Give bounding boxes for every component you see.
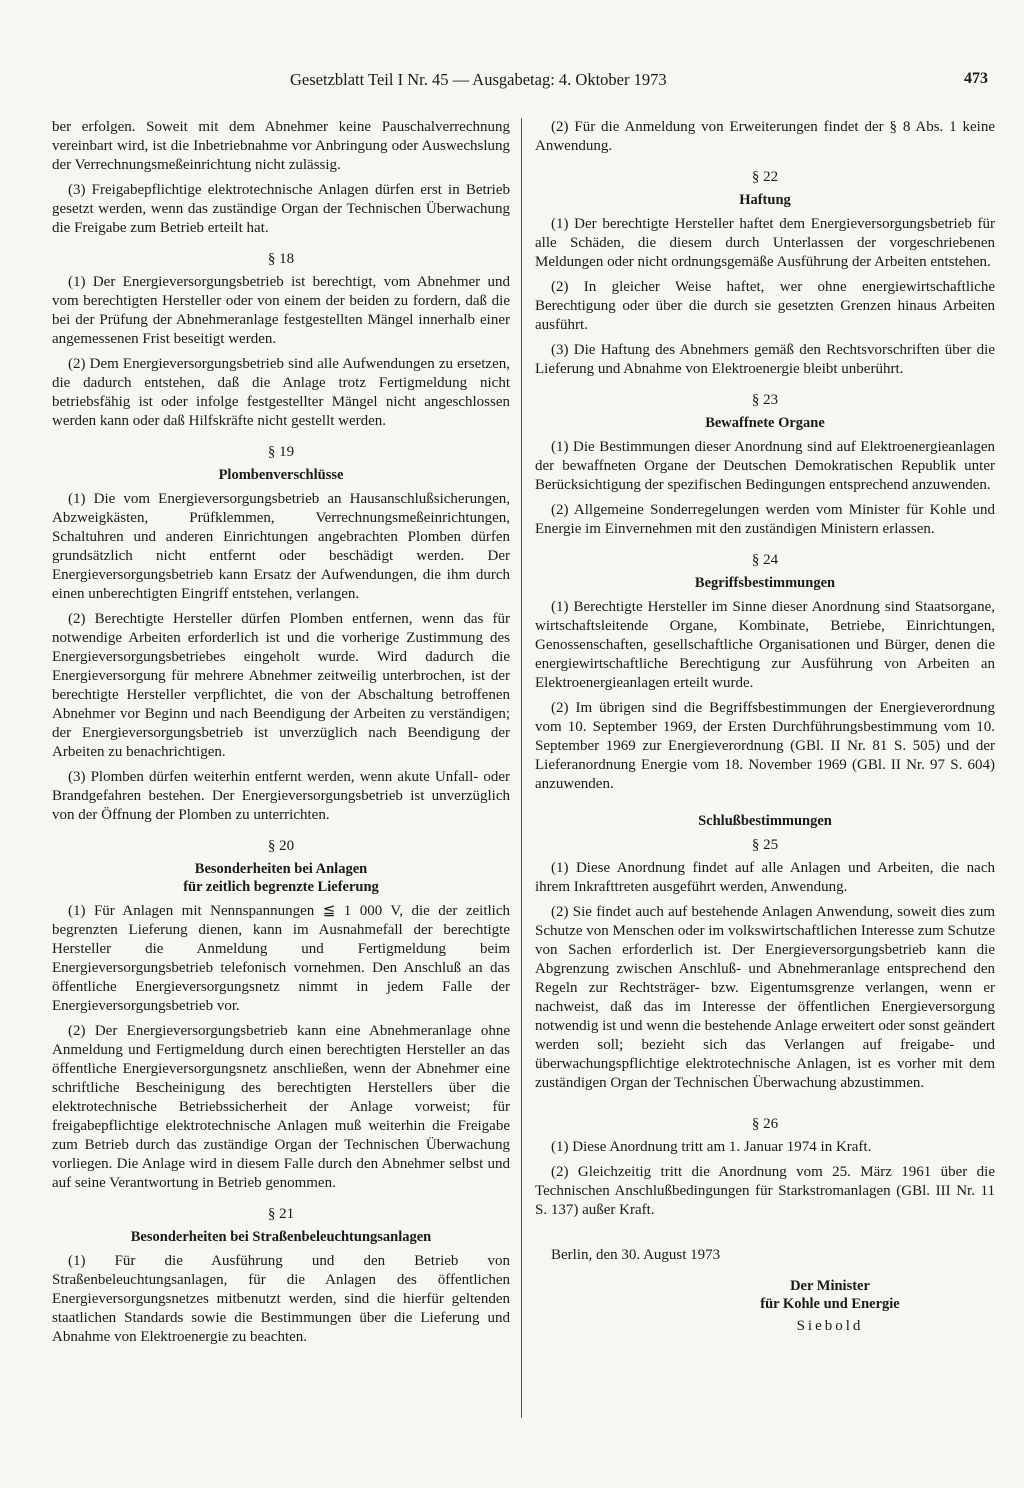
paragraph: (2) Sie findet auch auf bestehende Anlagen Anwendung, soweit dies zum Schutze von Menschen oder im volkswirtschaftlichen Interesse zum Schutze von Sachen erforderlich ist. Der Energieversorgungsbetrieb kann die Abgrenzung zwischen Anschluß- und Abnehmeranlage entsprechend den Regeln zur Rechtsträger- bzw. Eigentumsgrenze verlangen, wenn er nachweist, daß das im Interesse der öffentlichen Energieversorgung notwendig ist und wenn die bestehende Anlage erweitert oder sonst geändert werden soll; bezieht sich das Verlangen auf freigabe- und überwachungspflichtige elektrotechnische Anlagen, ist es vorher mit dem zuständigen Organ der Technischen Überwachung abzustimmen. — [535, 904, 995, 1091]
section-number: § 24 — [751, 552, 779, 568]
page-number: 473 — [964, 70, 988, 87]
section-number: § 23 — [751, 392, 779, 408]
section-title: Begriffsbestimmungen — [694, 575, 836, 591]
section-title: Schlußbestimmungen — [698, 813, 832, 829]
column-divider — [521, 118, 522, 1418]
section-title: Bewaffnete Organe — [705, 415, 825, 431]
paragraph: (1) Die Bestimmungen dieser Anordnung sind auf Elektroenergieanlagen der bewaffneten Organe der Deutschen Demokratischen Republik unter Berücksichtigung der spezifischen Bedingungen entsprechend anzuwenden. — [535, 439, 995, 493]
paragraph: (2) Gleichzeitig tritt die Anordnung vom 25. März 1961 über die Technischen Anschlußbedingungen für Starkstromanlagen (GBl. III Nr. 11 S. 137) außer Kraft. — [535, 1164, 995, 1218]
header-title: Gesetzblatt Teil I Nr. 45 — Ausgabetag: 4. Oktober 1973 — [290, 70, 667, 89]
section-number: § 21 — [267, 1206, 295, 1222]
place-date: Berlin, den 30. August 1973 — [551, 1247, 721, 1263]
section-title: Besonderheiten bei Straßenbeleuchtungsanlagen — [130, 1229, 432, 1245]
paragraph: (2) Allgemeine Sonderregelungen werden vom Minister für Kohle und Energie im Einvernehmen mit den zuständigen Ministern erlassen. — [535, 502, 995, 537]
section-number: § 26 — [751, 1116, 779, 1132]
signature-block — [665, 1277, 995, 1336]
section-number: § 22 — [751, 169, 779, 185]
section-title — [52, 860, 510, 896]
paragraph: (3) Die Haftung des Abnehmers gemäß den Rechtsvorschriften über die Lieferung und Abnahme von Elektroenergie bleibt unberührt. — [535, 342, 995, 377]
paragraph: (3) Plomben dürfen weiterhin entfernt werden, wenn akute Unfall- oder Brandgefahren bestehen. Der Energieversorgungsbetrieb ist unverzüglich von der Öffnung der Plomben zu unterrichten. — [52, 769, 510, 823]
signatory-title: für Kohle und Energie — [760, 1296, 900, 1312]
right-column — [535, 118, 995, 1336]
section-title-line: Besonderheiten bei Anlagen — [194, 861, 368, 877]
paragraph: (1) Für die Ausführung und den Betrieb von Straßenbeleuchtungsanlagen, für die Anlagen des öffentlichen Energieversorgungsnetzes mitbenutzt werden, sind die hierfür geltenden staatlichen Standards sowie die Bestimmungen über die Lieferung und Abnahme von Elektroenergie zu beachten. — [52, 1253, 510, 1345]
paragraph: (3) Freigabepflichtige elektrotechnische Anlagen dürfen erst in Betrieb gesetzt werden, wenn das zuständige Organ der Technischen Überwachung die Freigabe zum Betrieb erteilt hat. — [52, 182, 510, 236]
paragraph: (1) Diese Anordnung findet auf alle Anlagen und Arbeiten, die nach ihrem Inkrafttreten ausgeführt werden, Anwendung. — [535, 860, 995, 895]
paragraph: (1) Berechtigte Hersteller im Sinne dieser Anordnung sind Staatsorgane, wirtschaftsleitende Organe, Kombinate, Betriebe, Einrichtungen, Genossenschaften, gesellschaftliche Organisationen und Bürger, denen die energiewirtschaftliche Berechtigung zur Ausführung von Arbeiten an Elektroenergieanlagen erteilt wurde. — [535, 599, 995, 691]
paragraph: (2) Im übrigen sind die Begriffsbestimmungen der Energieverordnung vom 10. September 1969, der Ersten Durchführungsbestimmung vom 10. September 1969 zur Energieverordnung (GBl. II Nr. 81 S. 505) und der Lieferanordnung Energie vom 18. November 1969 (GBl. II Nr. 97 S. 604) anzuwenden. — [535, 700, 995, 792]
paragraph: (1) Der Energieversorgungsbetrieb ist berechtigt, vom Abnehmer und vom berechtigten Hersteller oder von einem der beiden zu fordern, daß die bei der Prüfung der Abnehmeranlage festgestellten Mängel innerhalb einer angemessenen Frist beseitigt werden. — [52, 274, 510, 347]
page-header — [52, 70, 992, 96]
paragraph: (2) Für die Anmeldung von Erweiterungen findet der § 8 Abs. 1 keine Anwendung. — [535, 119, 995, 154]
section-title: Haftung — [739, 192, 791, 208]
paragraph: (1) Diese Anordnung tritt am 1. Januar 1974 in Kraft. — [551, 1139, 872, 1155]
left-column — [52, 118, 510, 1353]
paragraph: ber erfolgen. Soweit mit dem Abnehmer keine Pauschalverrechnung vereinbart wird, ist die Inbetriebnahme vor Anbringung oder Auswechslung der Verrechnungsmeßeinrichtung nicht zulässig. — [52, 119, 510, 173]
signatory-title: Der Minister — [790, 1278, 870, 1294]
section-number: § 18 — [267, 251, 295, 267]
section-number: § 20 — [267, 838, 295, 854]
paragraph: (2) Berechtigte Hersteller dürfen Plomben entfernen, wenn das für notwendige Arbeiten erforderlich ist und die vorherige Zustimmung des Energieversorgungsbetriebes eingeholt wurde. Wird dadurch die Energieversorgung für mehrere Abnehmer zeitweilig unterbrochen, ist der berechtigte Hersteller verpflichtet, die von der Abschaltung betroffenen Abnehmer vor Beginn und nach Beendigung der Arbeiten zu verständigen; der Energieversorgungsbetrieb ist unverzüglich nach Beendigung der Arbeiten zu benachrichtigen. — [52, 611, 510, 760]
section-number: § 25 — [751, 837, 779, 853]
paragraph: (2) In gleicher Weise haftet, wer ohne energiewirtschaftliche Berechtigung oder über die durch sie gesetzten Grenzen hinaus Arbeiten ausführt. — [535, 279, 995, 333]
paragraph: (2) Der Energieversorgungsbetrieb kann eine Abnehmeranlage ohne Anmeldung und Fertigmeldung durch einen berechtigten Hersteller an das öffentliche Energieversorgungsnetz anschließen, wenn der Abnehmer eine schriftliche Bescheinigung des berechtigten Herstellers über die elektrotechnische Betriebssicherheit der Anlage vorweist; für freigabepflichtige elektrotechnische Anlagen muß weiterhin die Freigabe zum Betrieb durch das zuständige Organ der Technischen Überwachung vorliegen. Die Anlage wird in diesem Falle durch den Abnehmer selbst und auf seine Verantwortung in Betrieb genommen. — [52, 1023, 510, 1191]
paragraph: (2) Dem Energieversorgungsbetrieb sind alle Aufwendungen zu ersetzen, die dadurch entstehen, daß die Anlage trotz Fertigmeldung nicht betriebsfähig ist oder infolge festgestellter Mängel nicht angeschlossen werden kann oder daß Hilfskräfte nicht gestellt werden. — [52, 356, 510, 429]
section-number: § 19 — [267, 444, 295, 460]
section-title: Plombenverschlüsse — [218, 467, 344, 483]
paragraph: (1) Der berechtigte Hersteller haftet dem Energieversorgungsbetrieb für alle Schäden, die diesem durch Unterlassen der vorgeschriebenen Meldungen oder nicht ordnungsgemäße Ausführung der Arbeiten entstehen. — [535, 216, 995, 270]
signatory-name: Siebold — [796, 1318, 864, 1334]
paragraph: (1) Die vom Energieversorgungsbetrieb an Hausanschlußsicherungen, Abzweigkästen, Prüfklemmen, Verrechnungsmeßeinrichtungen, Schaltuhren und anderen Einrichtungen angebrachten Plomben dürfen grundsätzlich nicht entfernt oder beschädigt werden. Der Energieversorgungsbetrieb kann Ersatz der Aufwendungen, die ihm durch einen unberechtigten Eingriff entstehen, verlangen. — [52, 491, 510, 602]
paragraph: (1) Für Anlagen mit Nennspannungen ≦ 1 000 V, die der zeitlich begrenzten Lieferung dienen, kann im Ausnahmefall der berechtigte Hersteller die Anmeldung und Fertigmeldung beim Energieversorgungsbetrieb telefonisch vornehmen. Den Anschluß an das öffentliche Energieversorgungsnetz nimmt in jedem Falle der Energieversorgungsbetrieb vor. — [52, 903, 510, 1014]
section-title-line: für zeitlich begrenzte Lieferung — [183, 879, 379, 895]
